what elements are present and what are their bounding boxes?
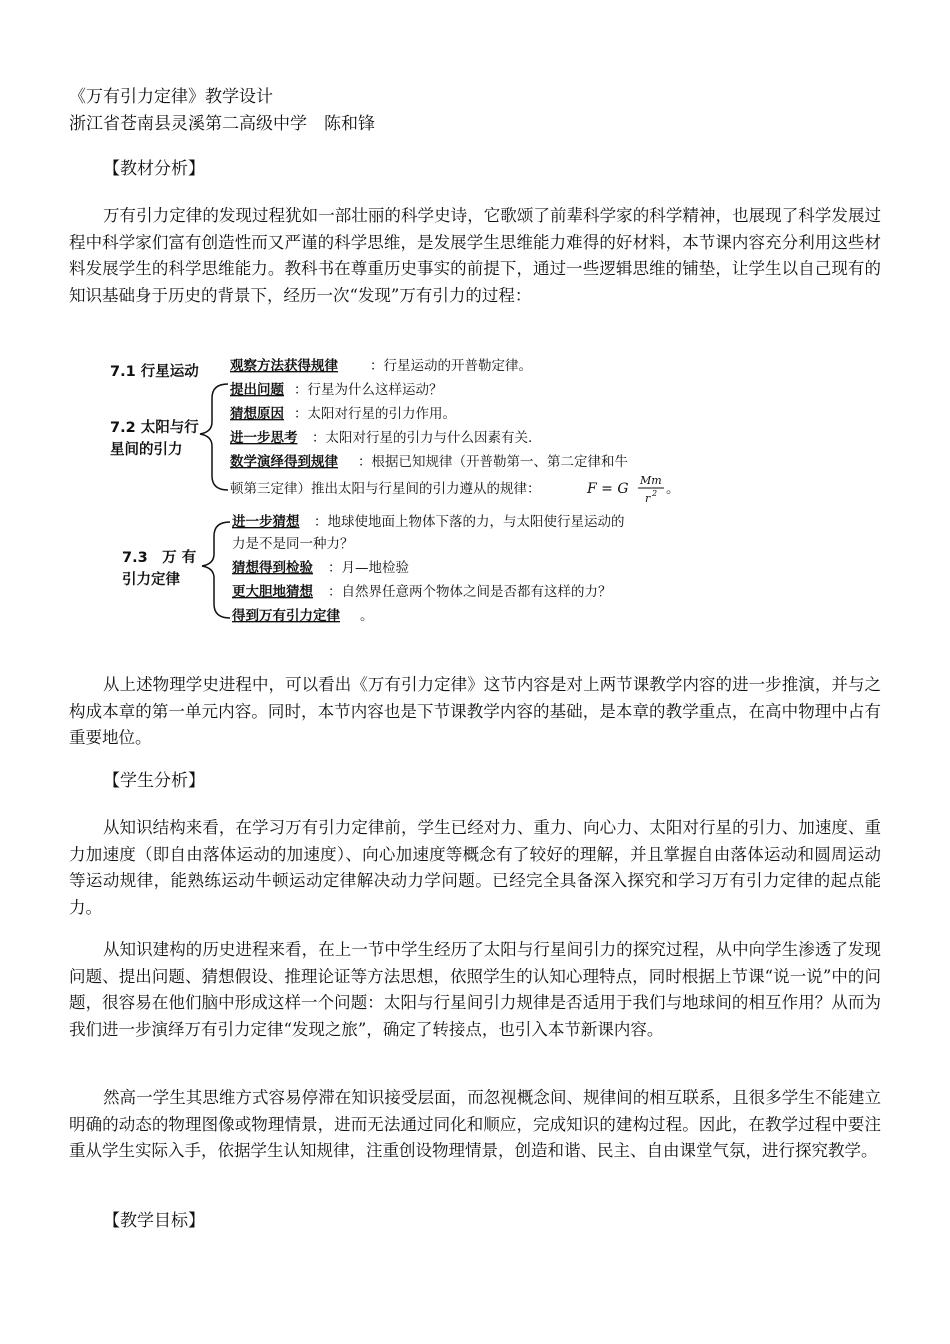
diagram-s73-item-5-key: 得到万有引力定律: [232, 608, 340, 624]
diagram-s72-item-1-text: ：行星为什么这样运动？: [294, 382, 443, 398]
diagram-s73-item-4-key: 更大胆地猜想: [232, 584, 313, 600]
diagram-s72-item-4-text: ：根据已知规律（开普勒第一、第二定律和牛: [358, 454, 628, 470]
diagram-s73-item-1-text: ：地球使地面上物体下落的力，与太阳使行星运动的: [314, 514, 625, 530]
diagram-section-73-title-1: 7.3 万 有: [122, 550, 197, 566]
diagram-section-71-title: 7.1 行星运动: [110, 364, 199, 380]
diagram-s73-item-4-text: ：自然界任意两个物体之间是否都有这样的力？: [328, 584, 612, 600]
paragraph-material-summary: 从上述物理学史进程中，可以看出《万有引力定律》这节内容是对上两节课教学内容的进一步推演，并与之构成本章的第一单元内容。同时，本节内容也是下节课教学内容的基础，是本章的教学重点，在高中物理中占有重要地位。: [69, 675, 881, 747]
diagram-s72-item-2-key: 猜想原因: [230, 406, 284, 422]
section-heading-material: 【教材分析】: [103, 159, 205, 179]
diagram-s73-item-2-text: 力是不是同一种力？: [232, 536, 354, 552]
diagram-s71-key: 观察方法获得规律: [230, 358, 338, 374]
diagram-s73-item-3-key: 猜想得到检验: [232, 560, 313, 576]
diagram-brace-73: [202, 522, 230, 618]
formula-denominator: r: [645, 492, 651, 505]
diagram-s71-text: ：行星运动的开普勒定律。: [370, 358, 532, 374]
section-heading-goals: 【教学目标】: [103, 1211, 205, 1231]
formula-end: 。: [666, 481, 680, 497]
diagram-s72-item-2-text: ：太阳对行星的引力作用。: [294, 406, 456, 422]
diagram-brace-72: [200, 384, 228, 490]
paragraph-students-3: 然高一学生其思维方式容易停滞在知识接受层面，而忽视概念间、规律间的相互联系，且很多学生不能建立明确的动态的物理图像或物理情景，进而无法通过同化和顺应，完成知识的建构过程。因此，在教学过程中要注重从学生实际入手，依据学生认知规律，注重创设物理情景，创造和谐、民主、自由课堂气氛，进行探究教学。: [69, 1088, 881, 1160]
diagram-s73-item-5-text: 。: [360, 608, 374, 624]
diagram-s73-item-1-key: 进一步猜想: [232, 514, 300, 530]
formula-numerator: Mm: [640, 474, 662, 487]
section-heading-students: 【学生分析】: [103, 771, 205, 791]
diagram-section-72-title-2: 星间的引力: [110, 442, 183, 458]
paragraph-students-2: 从知识建构的历史进程来看，在上一节中学生经历了太阳与行星间引力的探究过程，从中向学生渗透了发现问题、提出问题、猜想假设、推理论证等方法思想，依照学生的认知心理特点，同时根据上节课“说一说”中的问题，很容易在他们脑中形成这样一个问题：太阳与行星间引力规律是否适用于我们与地球间的相互作用？从而为我们进一步演绎万有引力定律“发现之旅”，确定了转接点，也引入本节新课内容。: [69, 940, 881, 1039]
concept-diagram: [100, 346, 720, 636]
diagram-section-72-title-1: 7.2 太阳与行: [110, 420, 199, 436]
diagram-s73-item-3-text: ：月—地检验: [328, 560, 409, 576]
document-author: 浙江省苍南县灵溪第二高级中学 陈和锋: [69, 114, 375, 134]
diagram-s72-continuation: 顿第三定律）推出太阳与行星间的引力遵从的规律：: [230, 481, 541, 497]
document-title: 《万有引力定律》教学设计: [69, 87, 273, 107]
paragraph-material-intro: 万有引力定律的发现过程犹如一部壮丽的科学史诗，它歌颂了前辈科学家的科学精神，也展现了科学发展过程中科学家们富有创造性而又严谨的科学思维，是发展学生思维能力难得的好材料，本节课内容充分利用这些材料发展学生的科学思维能力。教科书在尊重历史事实的前提下，通过一些逻辑思维的铺垫，让学生以自己现有的知识基础身于历史的背景下，经历一次“发现”万有引力的过程：: [69, 206, 881, 305]
paragraph-students-1: 从知识结构来看，在学习万有引力定律前，学生已经对力、重力、向心力、太阳对行星的引力、加速度、重力加速度（即自由落体运动的加速度）、向心加速度等概念有了较好的理解，并且掌握自由落体运动和圆周运动等运动规律，能熟练运动牛顿运动定律解决动力学问题。已经完全具备深入探究和学习万有引力定律的起点能力。: [69, 818, 881, 917]
formula-exponent: 2: [652, 489, 658, 498]
formula-lhs: F = G: [587, 481, 629, 497]
diagram-s72-item-4-key: 数学演绎得到规律: [230, 454, 338, 470]
diagram-s72-item-3-text: ：太阳对行星的引力与什么因素有关.: [312, 430, 533, 446]
diagram-section-73-title-2: 引力定律: [122, 572, 180, 588]
diagram-s72-item-1-key: 提出问题: [230, 382, 284, 398]
diagram-s72-item-3-key: 进一步思考: [230, 430, 298, 446]
